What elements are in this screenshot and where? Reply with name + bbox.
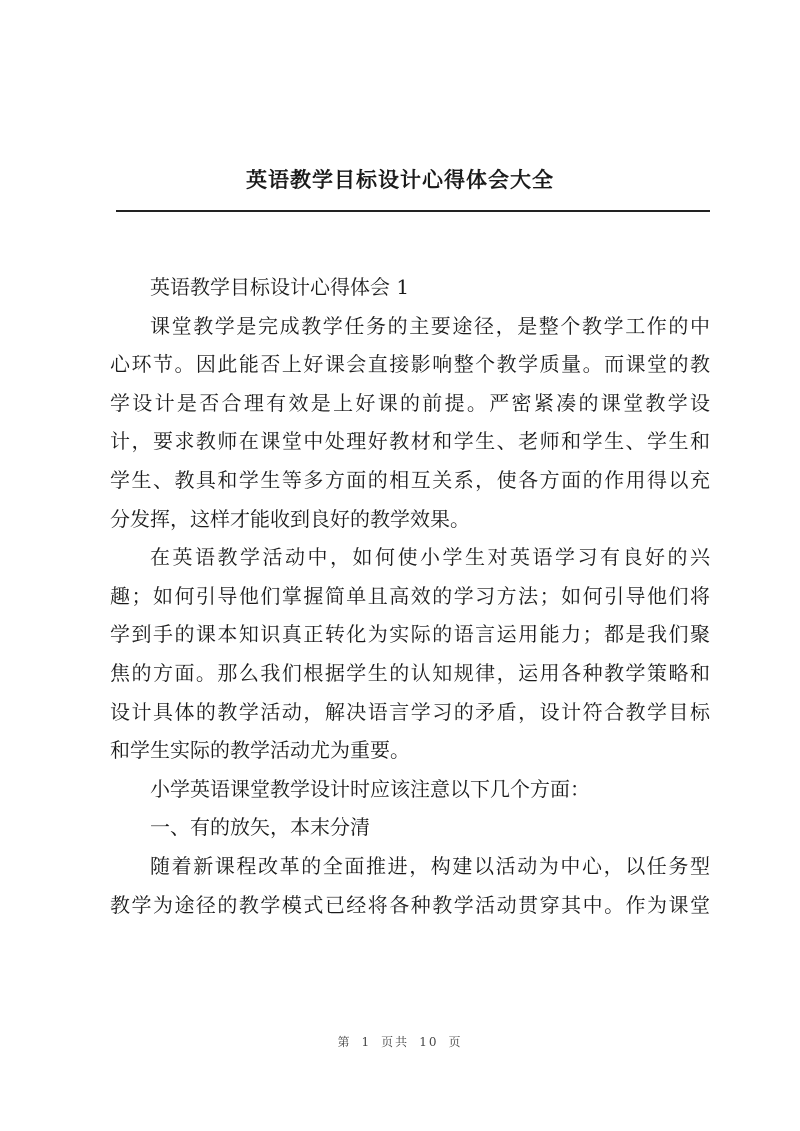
footer-page-number: 1 xyxy=(361,1035,372,1049)
text-line: 计，要求教师在课堂中处理好教材和学生、老师和学生、学生和 xyxy=(110,429,710,454)
text-line: 在英语教学活动中，如何使小学生对英语学习有良好的兴 xyxy=(150,545,710,570)
footer-prefix: 第 xyxy=(337,1035,352,1049)
page-footer xyxy=(0,1033,800,1050)
footer-middle: 页共 xyxy=(381,1035,410,1049)
footer-total-pages: 10 xyxy=(419,1035,439,1049)
text-line: 心环节。因此能否上好课会直接影响整个教学质量。而课堂的教 xyxy=(110,352,710,377)
text-line: 英语教学目标设计心得体会 1 xyxy=(150,275,410,299)
text-line: 焦的方面。那么我们根据学生的认知规律，运用各种教学策略和 xyxy=(110,660,710,685)
title-divider xyxy=(116,210,710,212)
text-line: 和学生实际的教学活动尤为重要。 xyxy=(110,738,410,763)
text-line: 学生、教具和学生等多方面的相互关系，使各方面的作用得以充 xyxy=(110,467,710,492)
text-line: 教学为途径的教学模式已经将各种教学活动贯穿其中。作为课堂 xyxy=(110,892,710,917)
text-line: 趣；如何引导他们掌握简单且高效的学习方法；如何引导他们将 xyxy=(110,583,710,608)
text-line: 学到手的课本知识真正转化为实际的语言运用能力；都是我们聚 xyxy=(110,622,710,647)
text-line: 学设计是否合理有效是上好课的前提。严密紧凑的课堂教学设 xyxy=(110,390,710,415)
document-body xyxy=(110,268,710,924)
text-line: 课堂教学是完成教学任务的主要途径，是整个教学工作的中 xyxy=(150,313,710,338)
footer-suffix: 页 xyxy=(448,1035,463,1049)
page-title: 英语教学目标设计心得体会大全 xyxy=(246,167,554,192)
text-line: 分发挥，这样才能收到良好的教学效果。 xyxy=(110,506,470,531)
text-line: 小学英语课堂教学设计时应该注意以下几个方面： xyxy=(150,776,590,801)
text-line: 一、有的放矢，本末分清 xyxy=(150,815,370,840)
text-line: 设计具体的教学活动，解决语言学习的矛盾，设计符合教学目标 xyxy=(110,699,710,724)
text-line: 随着新课程改革的全面推进，构建以活动为中心，以任务型 xyxy=(150,853,710,878)
